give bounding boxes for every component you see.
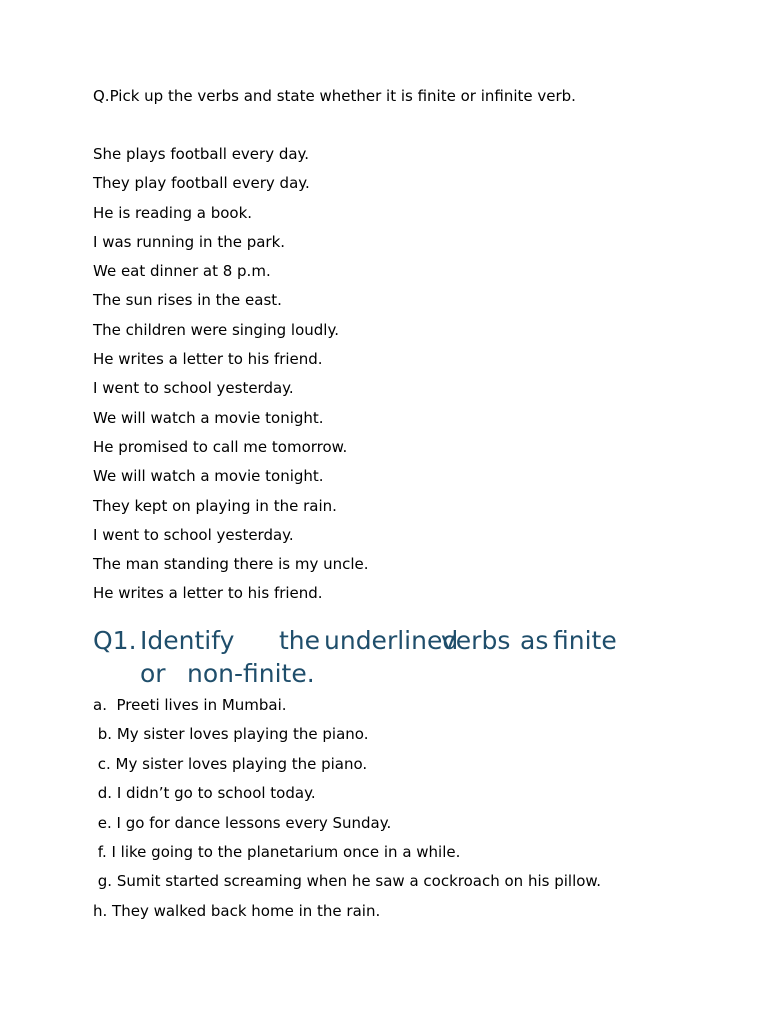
sentence-item: The children were singing loudly.: [93, 320, 339, 339]
sentence-item: He writes a letter to his friend.: [93, 584, 323, 603]
exercise-item: c. My sister loves playing the piano.: [93, 754, 368, 773]
sentence-item: He writes a letter to his friend.: [93, 350, 323, 369]
sentence-item: I was running in the park.: [93, 232, 286, 251]
exercise-item: a. Preeti lives in Mumbai.: [93, 696, 287, 714]
sentence-item: I went to school yesterday.: [93, 525, 294, 544]
heading-line-2: [93, 657, 673, 690]
sentence-item: She plays football every day.: [93, 145, 310, 163]
heading-word: underlined: [324, 626, 459, 655]
sentence-item: He promised to call me tomorrow.: [93, 437, 348, 456]
heading-word: as: [520, 626, 549, 655]
sentence-item: They kept on playing in the rain.: [93, 496, 337, 515]
sentence-item: He is reading a book.: [93, 203, 253, 222]
heading-line-1: [93, 624, 673, 657]
sentence-item: The sun rises in the east.: [93, 291, 282, 310]
sentence-item: We eat dinner at 8 p.m.: [93, 262, 271, 281]
exercise-item: f. I like going to the planetarium once in a while.: [93, 842, 461, 861]
sentence-list: [93, 144, 369, 613]
heading-word: verbs: [441, 626, 511, 655]
exercise-item: b. My sister loves playing the piano.: [93, 725, 369, 744]
question-text: Q.Pick up the verbs and state whether it is finite or infinite verb.: [93, 87, 576, 105]
sentence-item: We will watch a movie tonight.: [93, 467, 324, 486]
sentence-item: They play football every day.: [93, 174, 310, 193]
section-heading: [93, 624, 673, 690]
heading-word: non-finite.: [187, 659, 315, 688]
heading-word: the: [279, 626, 321, 655]
exercise-item: g. Sumit started screaming when he saw a cockroach on his pillow.: [93, 872, 602, 891]
sentence-item: The man standing there is my uncle.: [93, 555, 369, 574]
heading-word: Identify: [140, 626, 235, 655]
exercise-item: e. I go for dance lessons every Sunday.: [93, 813, 392, 832]
exercise-list: [93, 695, 601, 930]
heading-number: Q1.: [93, 626, 137, 655]
heading-word: finite: [553, 626, 617, 655]
exercise-item: h. They walked back home in the rain.: [93, 901, 381, 920]
heading-word: or: [140, 659, 166, 688]
sentence-item: We will watch a movie tonight.: [93, 408, 324, 427]
exercise-item: d. I didn’t go to school today.: [93, 784, 316, 803]
sentence-item: I went to school yesterday.: [93, 379, 294, 398]
